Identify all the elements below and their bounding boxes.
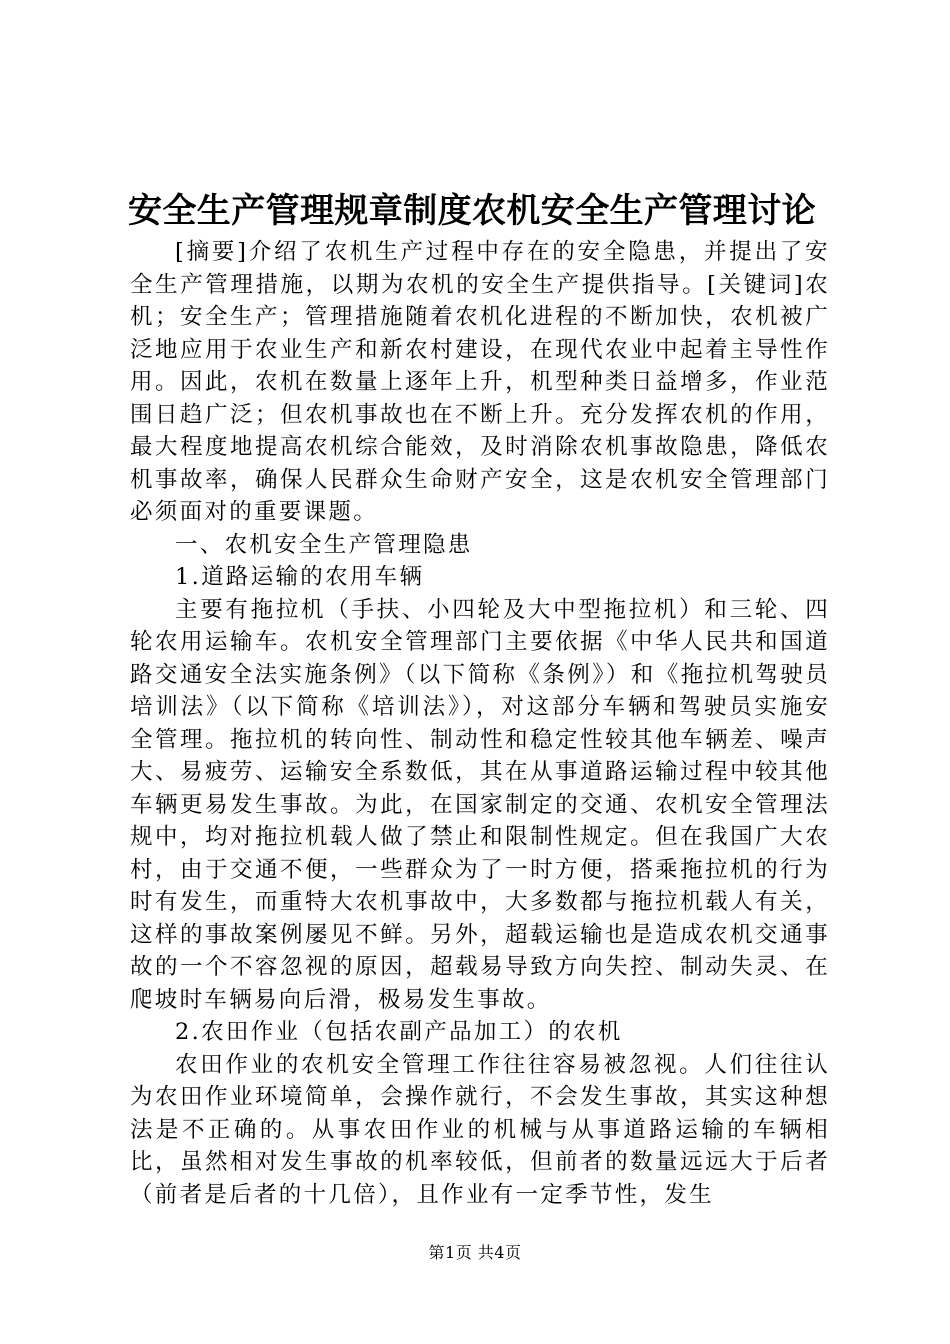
subsection-heading-1: 1.道路运输的农用车辆 <box>175 564 425 590</box>
paragraph-road-transport: 主要有拖拉机（手扶、小四轮及大中型拖拉机）和三轮、四轮农用运输车。农机安全管理部门主要依据《中华人民共和国道路交通安全法实施条例》（以下简称《条例》）和《拖拉机驾驶员培训法》（以下简称《培训法》），对这部分车辆和驾驶员实施安全管理。拖拉机的转向性、制动性和稳定性较其他车辆差、噪声大、易疲劳、运输安全系数低，其在从事道路运输过程中较其他车辆更易发生事故。为此，在国家制定的交通、农机安全管理法规中，均对拖拉机载人做了禁止和限制性规定。但在我国广大农村，由于交通不便，一些群众为了一时方便，搭乘拖拉机的行为时有发生，而重特大农机事故中，大多数都与拖拉机载人有关，这样的事故案例屡见不鲜。另外，超载运输也是造成农机交通事故的一个不容忽视的原因，超载易导致方向失控、制动失灵、在爬坡时车辆易向后滑，极易发生事故。 <box>130 596 830 1013</box>
paragraph-field-work: 农田作业的农机安全管理工作往往容易被忽视。人们往往认为农田作业环境简单，会操作就行，不会发生事故，其实这种想法是不正确的。从事农田作业的机械与从事道路运输的车辆相比，虽然相对发生事故的机率较低，但前者的数量远远大于后者（前者是后者的十几倍），且作业有一定季节性，发生 <box>130 1051 830 1208</box>
section-heading-1: 一、农机安全生产管理隐患 <box>175 531 473 558</box>
document-title: 安全生产管理规章制度农机安全生产管理讨论 <box>128 191 816 231</box>
page-footer: 第1页 共4页 <box>428 1243 522 1262</box>
paragraph-abstract: [摘要]介绍了农机生产过程中存在的安全隐患，并提出了安全生产管理措施，以期为农机的安全生产提供指导。[关键词]农机；安全生产；管理措施随着农机化进程的不断加快，农机被广泛地应用于农业生产和新农村建设，在现代农业中起着主导性作用。因此，农机在数量上逐年上升，机型种类日益增多，作业范围日趋广泛；但农机事故也在不断上升。充分发挥农机的作用，最大程度地提高农机综合能效，及时消除农机事故隐患，降低农机事故率，确保人民群众生命财产安全，这是农机安全管理部门必须面对的重要课题。 <box>130 239 830 525</box>
document-body <box>130 236 830 1211</box>
subsection-heading-2: 2.农田作业（包括农副产品加工）的农机 <box>175 1019 623 1045</box>
